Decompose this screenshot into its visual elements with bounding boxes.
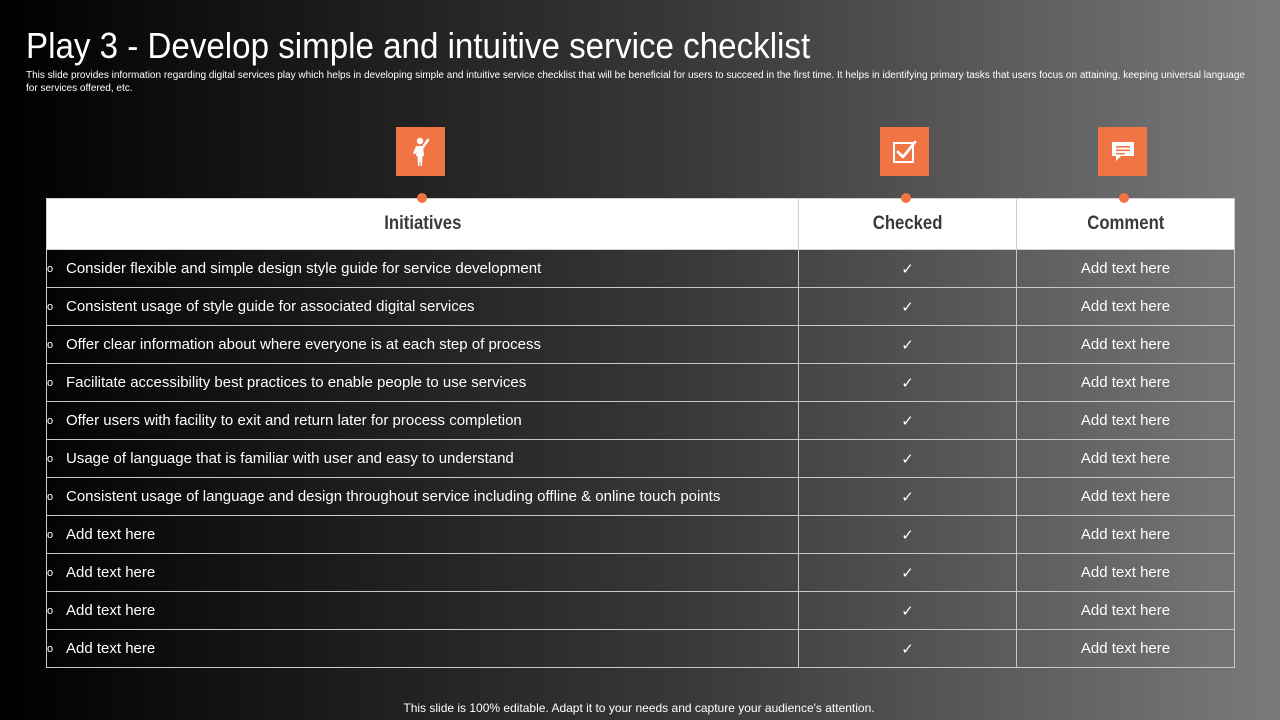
- initiative-text: Add text here: [66, 640, 156, 657]
- initiative-text: Add text here: [66, 564, 156, 581]
- checkmark-icon: ✓: [799, 288, 1017, 326]
- bullet-icon: o: [47, 301, 54, 314]
- bullet-icon: o: [47, 643, 54, 656]
- checkmark-icon: ✓: [799, 516, 1017, 554]
- comment-cell: Add text here: [1017, 516, 1235, 554]
- comment-cell: Add text here: [1017, 630, 1235, 668]
- checkmark-icon: ✓: [799, 440, 1017, 478]
- comment-cell: Add text here: [1017, 440, 1235, 478]
- bullet-icon: o: [47, 529, 54, 542]
- initiative-text: Facilitate accessibility best practices to enable people to use services: [66, 374, 527, 391]
- initiative-text: Offer users with facility to exit and return later for process completion: [66, 412, 522, 429]
- comment-cell: Add text here: [1017, 478, 1235, 516]
- speech-bubble-icon: [1098, 127, 1147, 176]
- checkmark-icon: ✓: [799, 478, 1017, 516]
- comment-cell: Add text here: [1017, 250, 1235, 288]
- comment-cell: Add text here: [1017, 402, 1235, 440]
- bullet-icon: o: [47, 605, 54, 618]
- bullet-icon: o: [47, 491, 54, 504]
- table-row: [47, 364, 1235, 402]
- checkmark-icon: ✓: [799, 326, 1017, 364]
- comment-cell: Add text here: [1017, 288, 1235, 326]
- initiative-cell: [47, 554, 799, 592]
- comment-cell: Add text here: [1017, 592, 1235, 630]
- bullet-icon: o: [47, 453, 54, 466]
- checkmark-icon: ✓: [799, 402, 1017, 440]
- table-row: [47, 402, 1235, 440]
- initiative-text: Consider flexible and simple design style guide for service development: [66, 260, 542, 277]
- table-row: [47, 288, 1235, 326]
- table-row: [47, 554, 1235, 592]
- checkbox-checked-icon: [880, 127, 929, 176]
- initiative-text: Add text here: [66, 602, 156, 619]
- checkmark-icon: ✓: [799, 364, 1017, 402]
- table-row: [47, 478, 1235, 516]
- initiative-text: Offer clear information about where everyone is at each step of process: [66, 336, 541, 353]
- initiative-text: Consistent usage of language and design throughout service including offline & online touch points: [66, 488, 721, 505]
- comment-marker-dot: [1119, 193, 1129, 203]
- table-row: [47, 516, 1235, 554]
- initiative-text: Usage of language that is familiar with user and easy to understand: [66, 450, 514, 467]
- comment-cell: Add text here: [1017, 554, 1235, 592]
- initiative-cell: [47, 402, 799, 440]
- table-row: [47, 250, 1235, 288]
- bullet-icon: o: [47, 339, 54, 352]
- table-header-row: [47, 199, 1235, 250]
- checkmark-icon: ✓: [799, 592, 1017, 630]
- initiatives-marker-dot: [417, 193, 427, 203]
- checkmark-icon: ✓: [799, 554, 1017, 592]
- checked-marker-dot: [901, 193, 911, 203]
- slide-subtitle: This slide provides information regarding digital services play which helps in developing simple and intuitive service checklist that will be beneficial for users to succeed in the first time. It helps in identifying primary tasks that users focus on attaining, keeping universal language for services offered, etc.: [26, 70, 1245, 94]
- bullet-icon: o: [47, 415, 54, 428]
- initiative-cell: [47, 250, 799, 288]
- initiative-text: Consistent usage of style guide for associated digital services: [66, 298, 475, 315]
- footer-note: This slide is 100% editable. Adapt it to your needs and capture your audience's attention.: [403, 701, 875, 715]
- table-row: [47, 326, 1235, 364]
- header-checked: Checked: [799, 199, 1017, 250]
- header-comment: Comment: [1017, 199, 1235, 250]
- slide-title: Play 3 - Develop simple and intuitive service checklist: [26, 25, 811, 66]
- initiative-cell: [47, 364, 799, 402]
- initiative-cell: [47, 288, 799, 326]
- person-raising-hand-icon: [396, 127, 445, 176]
- initiative-cell: [47, 516, 799, 554]
- table-row: [47, 592, 1235, 630]
- checkmark-icon: ✓: [799, 630, 1017, 668]
- bullet-icon: o: [47, 377, 54, 390]
- checkmark-icon: ✓: [799, 250, 1017, 288]
- checklist-table: [46, 198, 1235, 668]
- initiative-text: Add text here: [66, 526, 156, 543]
- bullet-icon: o: [47, 567, 54, 580]
- initiative-cell: [47, 478, 799, 516]
- bullet-icon: o: [47, 263, 54, 276]
- initiative-cell: [47, 326, 799, 364]
- header-initiatives: Initiatives: [47, 199, 799, 250]
- table-row: [47, 630, 1235, 668]
- initiative-cell: [47, 592, 799, 630]
- comment-cell: Add text here: [1017, 326, 1235, 364]
- table-row: [47, 440, 1235, 478]
- initiative-cell: [47, 440, 799, 478]
- comment-cell: Add text here: [1017, 364, 1235, 402]
- initiative-cell: [47, 630, 799, 668]
